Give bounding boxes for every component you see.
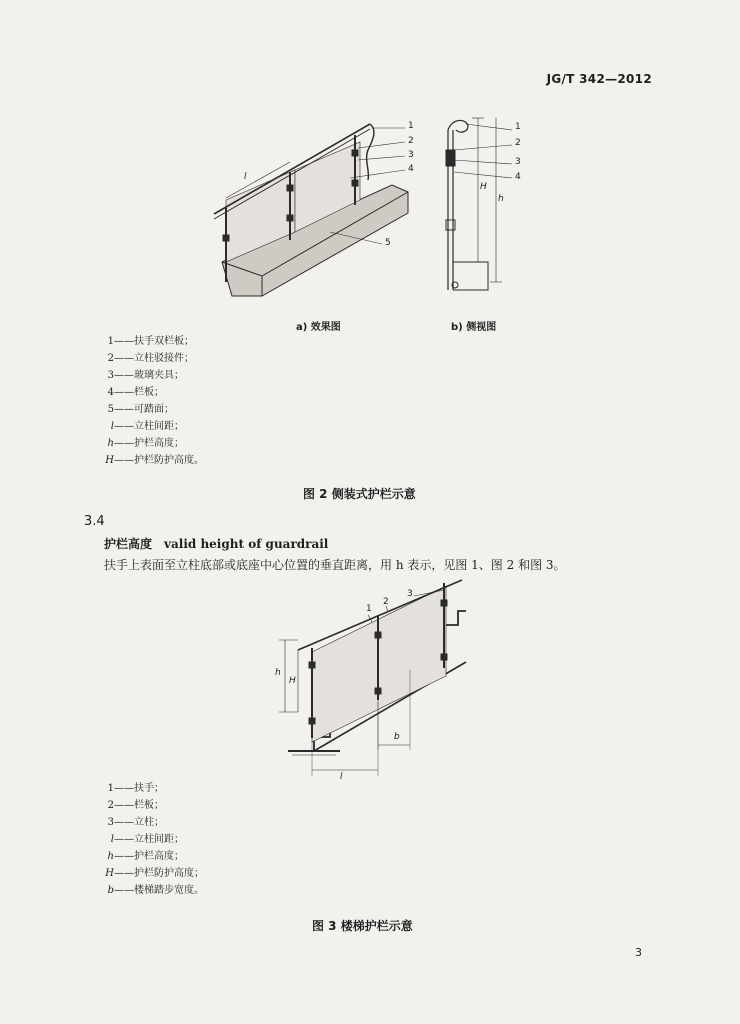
- legend-symbol: h: [107, 438, 114, 449]
- legend-item: h——护栏高度；: [104, 848, 204, 865]
- legend-symbol: H: [105, 455, 114, 466]
- legend-item: 2——栏板；: [104, 797, 204, 814]
- legend-item: H——护栏防护高度。: [104, 452, 204, 469]
- legend-item: 2——立柱驳接件；: [104, 350, 204, 367]
- legend-symbol: 1: [107, 336, 114, 347]
- legend-symbol: 3: [107, 817, 114, 828]
- fig3-callout-2: 2: [383, 597, 389, 607]
- legend-symbol: 2: [107, 353, 114, 364]
- figure3-legend: [104, 780, 204, 899]
- fig3-callout-b: b: [394, 732, 400, 742]
- fig2a-callout-5: 5: [385, 238, 391, 248]
- legend-text: 护栏高度；: [134, 438, 184, 449]
- page-number: 3: [635, 946, 642, 959]
- figure2b-side-drawing: [446, 118, 512, 290]
- fig2a-callout-3: 3: [408, 150, 414, 160]
- fig2b-callout-H: H: [480, 182, 487, 192]
- document-code: JG/T 342—2012: [546, 72, 652, 86]
- legend-symbol: H: [105, 868, 114, 879]
- legend-text: 扶手双栏板；: [134, 336, 194, 347]
- term-zh: 护栏高度: [104, 537, 153, 551]
- figure2-sub-b-label: b) 侧视图: [451, 322, 497, 333]
- fig2a-callout-l: l: [244, 172, 247, 182]
- legend-text: 护栏高度；: [134, 851, 184, 862]
- figure2-sub-a-label: a) 效果图: [296, 322, 341, 333]
- legend-text: 玻璃夹具；: [134, 370, 184, 381]
- legend-text: 立柱；: [134, 817, 164, 828]
- legend-symbol: h: [107, 851, 114, 862]
- legend-symbol: l: [110, 834, 114, 845]
- legend-symbol: l: [110, 421, 114, 432]
- legend-item: 3——立柱；: [104, 814, 204, 831]
- legend-item: h——护栏高度；: [104, 435, 204, 452]
- legend-text: 栏板；: [134, 387, 164, 398]
- legend-symbol: 1: [107, 783, 114, 794]
- legend-text: 护栏防护高度。: [134, 455, 204, 466]
- figure2a-perspective-drawing: [214, 124, 408, 296]
- legend-item: l——立柱间距；: [104, 831, 204, 848]
- legend-item: 1——扶手；: [104, 780, 204, 797]
- fig3-callout-H: H: [289, 676, 296, 686]
- legend-item: 5——可踏面；: [104, 401, 204, 418]
- legend-symbol: 4: [107, 387, 114, 398]
- fig2b-callout-1: 1: [515, 122, 521, 132]
- legend-text: 立柱驳接件；: [134, 353, 194, 364]
- legend-item: H——护栏防护高度；: [104, 865, 204, 882]
- legend-item: l——立柱间距；: [104, 418, 204, 435]
- fig3-callout-h: h: [275, 668, 281, 678]
- fig2a-callout-2: 2: [408, 136, 414, 146]
- fig3-callout-3: 3: [407, 589, 413, 599]
- term-definition: 扶手上表面至立柱底部或底座中心位置的垂直距离，用 h 表示，见图 1、图 2 和图 3。: [104, 558, 566, 572]
- legend-text: 栏板；: [134, 800, 164, 811]
- legend-symbol: 3: [107, 370, 114, 381]
- legend-text: 扶手；: [134, 783, 164, 794]
- legend-symbol: 2: [107, 800, 114, 811]
- fig3-callout-l: l: [340, 772, 343, 782]
- legend-item: 3——玻璃夹具；: [104, 367, 204, 384]
- figure2-legend: [104, 333, 204, 469]
- fig2b-callout-2: 2: [515, 138, 521, 148]
- legend-item: 1——扶手双栏板；: [104, 333, 204, 350]
- legend-text: 立柱间距；: [134, 421, 184, 432]
- term-en: valid height of guardrail: [164, 537, 329, 551]
- figure3-caption: 图 3 楼梯护栏示意: [312, 919, 413, 933]
- fig2b-callout-h: h: [498, 194, 504, 204]
- figure2-caption: 图 2 侧装式护栏示意: [303, 487, 416, 501]
- section-number: 3.4: [84, 514, 105, 529]
- legend-item: b——楼梯踏步宽度。: [104, 882, 204, 899]
- fig2a-callout-1: 1: [408, 121, 414, 131]
- legend-text: 可踏面；: [134, 404, 174, 415]
- legend-text: 护栏防护高度；: [134, 868, 204, 879]
- legend-item: 4——栏板；: [104, 384, 204, 401]
- term-heading: [104, 535, 328, 552]
- fig2b-callout-4: 4: [515, 172, 521, 182]
- legend-text: 立柱间距；: [134, 834, 184, 845]
- figure3-stair-drawing: [279, 580, 466, 776]
- fig2b-callout-3: 3: [515, 157, 521, 167]
- legend-text: 楼梯踏步宽度。: [134, 885, 204, 896]
- fig3-callout-1: 1: [366, 604, 372, 614]
- legend-symbol: b: [107, 885, 114, 896]
- legend-symbol: 5: [107, 404, 114, 415]
- fig2a-callout-4: 4: [408, 164, 414, 174]
